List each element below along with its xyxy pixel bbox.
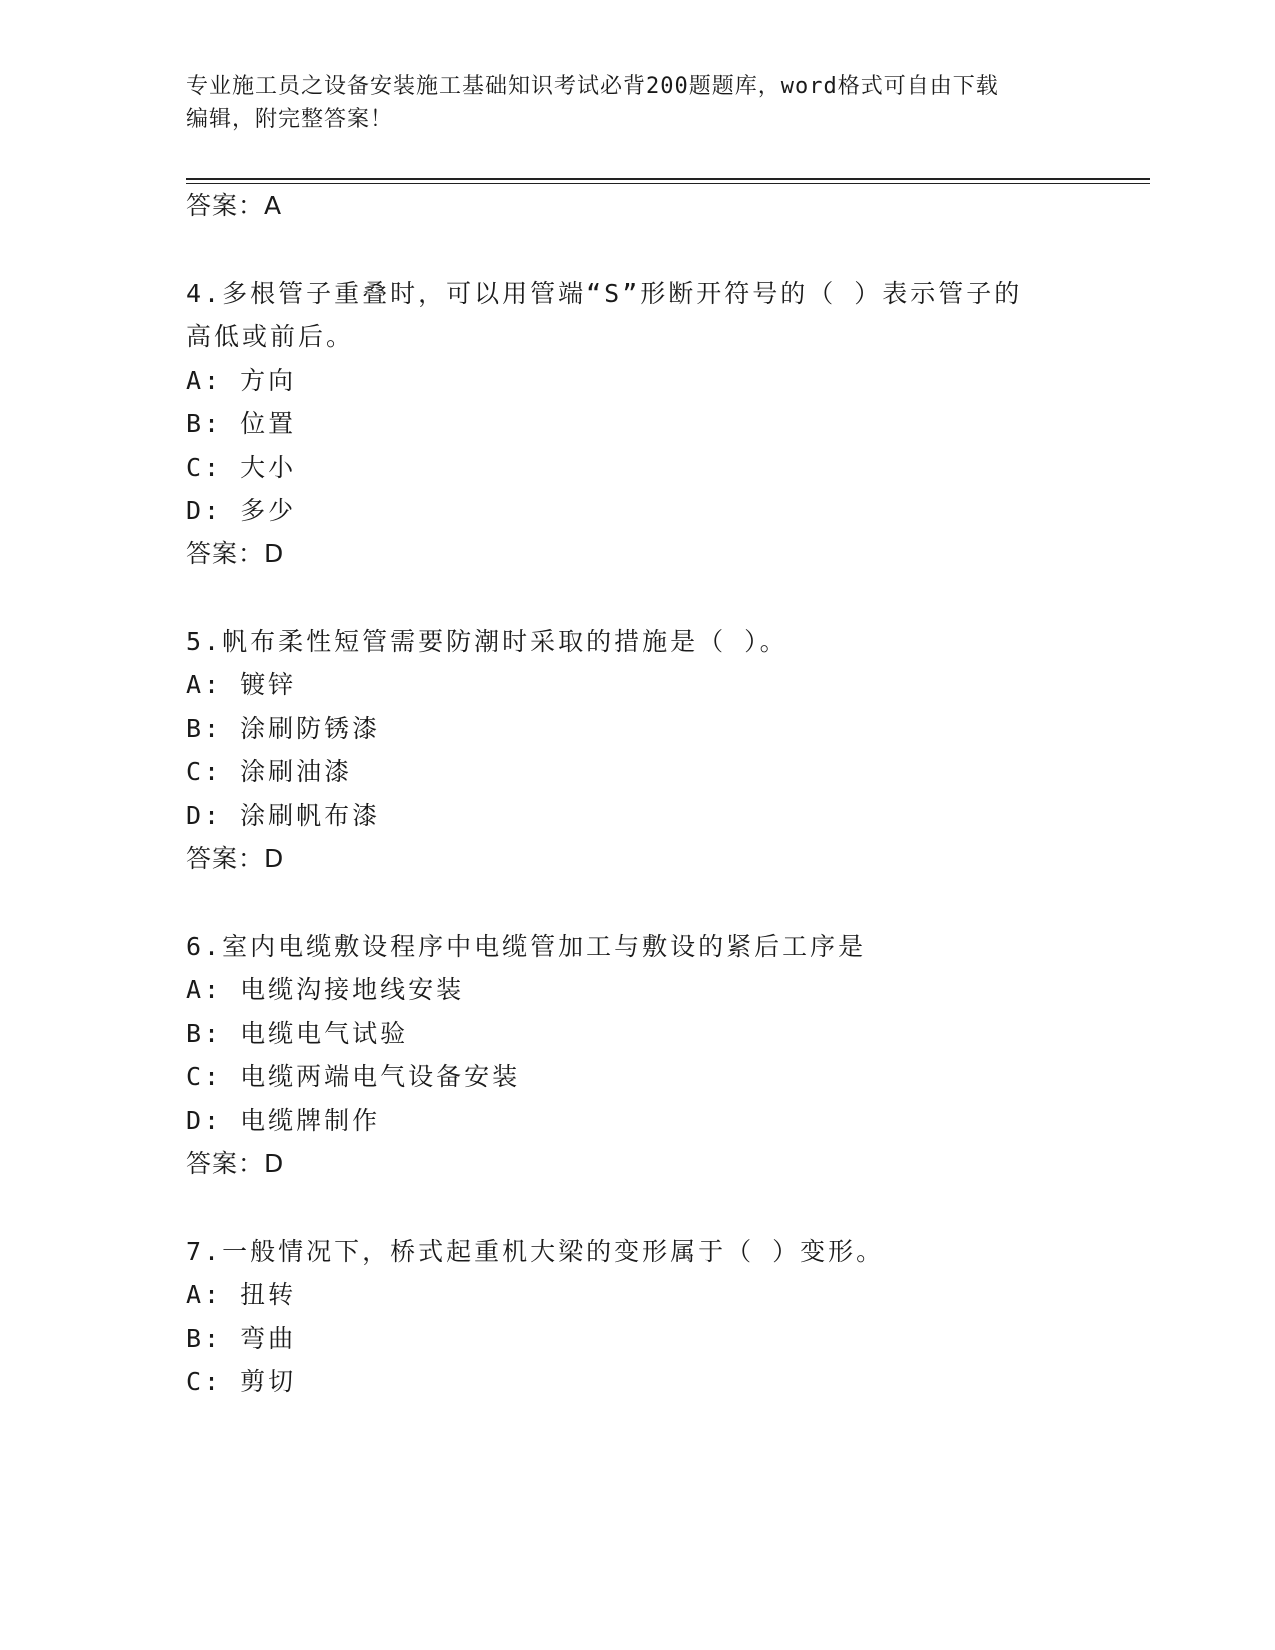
question-7-option-c: C: 剪切 — [186, 1367, 297, 1396]
question-6-stem: 6.室内电缆敷设程序中电缆管加工与敷设的紧后工序是 — [186, 932, 867, 961]
question-5-option-c: C: 涂刷油漆 — [186, 757, 353, 786]
question-6-answer: 答案：D — [186, 1149, 285, 1178]
question-7-option-a: A: 扭转 — [186, 1280, 297, 1309]
question-4-option-b: B: 位置 — [186, 409, 297, 438]
question-4-option-d: D: 多少 — [186, 496, 297, 525]
header-divider-thin — [186, 183, 1150, 184]
question-6-option-d: D: 电缆牌制作 — [186, 1106, 381, 1135]
header-title-line-1: 专业施工员之设备安装施工基础知识考试必背200题题库，word格式可自由下载 — [186, 74, 999, 99]
question-4-option-c: C: 大小 — [186, 453, 297, 482]
header-divider-thick — [186, 178, 1150, 180]
question-5-answer: 答案：D — [186, 844, 285, 873]
answer-prev: 答案：A — [186, 191, 283, 220]
header-title-line-2: 编辑，附完整答案！ — [186, 107, 394, 132]
question-7-stem: 7.一般情况下，桥式起重机大梁的变形属于（ ）变形。 — [186, 1237, 885, 1266]
question-7-option-b: B: 弯曲 — [186, 1324, 297, 1353]
question-4-option-a: A: 方向 — [186, 366, 297, 395]
question-5-option-b: B: 涂刷防锈漆 — [186, 714, 381, 743]
question-5-option-a: A: 镀锌 — [186, 670, 297, 699]
question-6-option-c: C: 电缆两端电气设备安装 — [186, 1062, 521, 1091]
question-4-stem-line-2: 高低或前后。 — [186, 322, 355, 351]
question-4-stem-line-1: 4.多根管子重叠时，可以用管端“S”形断开符号的（ ）表示管子的 — [186, 279, 1023, 308]
question-4-answer: 答案：D — [186, 539, 285, 568]
question-6-option-b: B: 电缆电气试验 — [186, 1019, 409, 1048]
question-5-stem: 5.帆布柔性短管需要防潮时采取的措施是（ ）。 — [186, 627, 788, 656]
question-6-option-a: A: 电缆沟接地线安装 — [186, 975, 465, 1004]
question-5-option-d: D: 涂刷帆布漆 — [186, 801, 381, 830]
document-header — [186, 70, 1066, 136]
